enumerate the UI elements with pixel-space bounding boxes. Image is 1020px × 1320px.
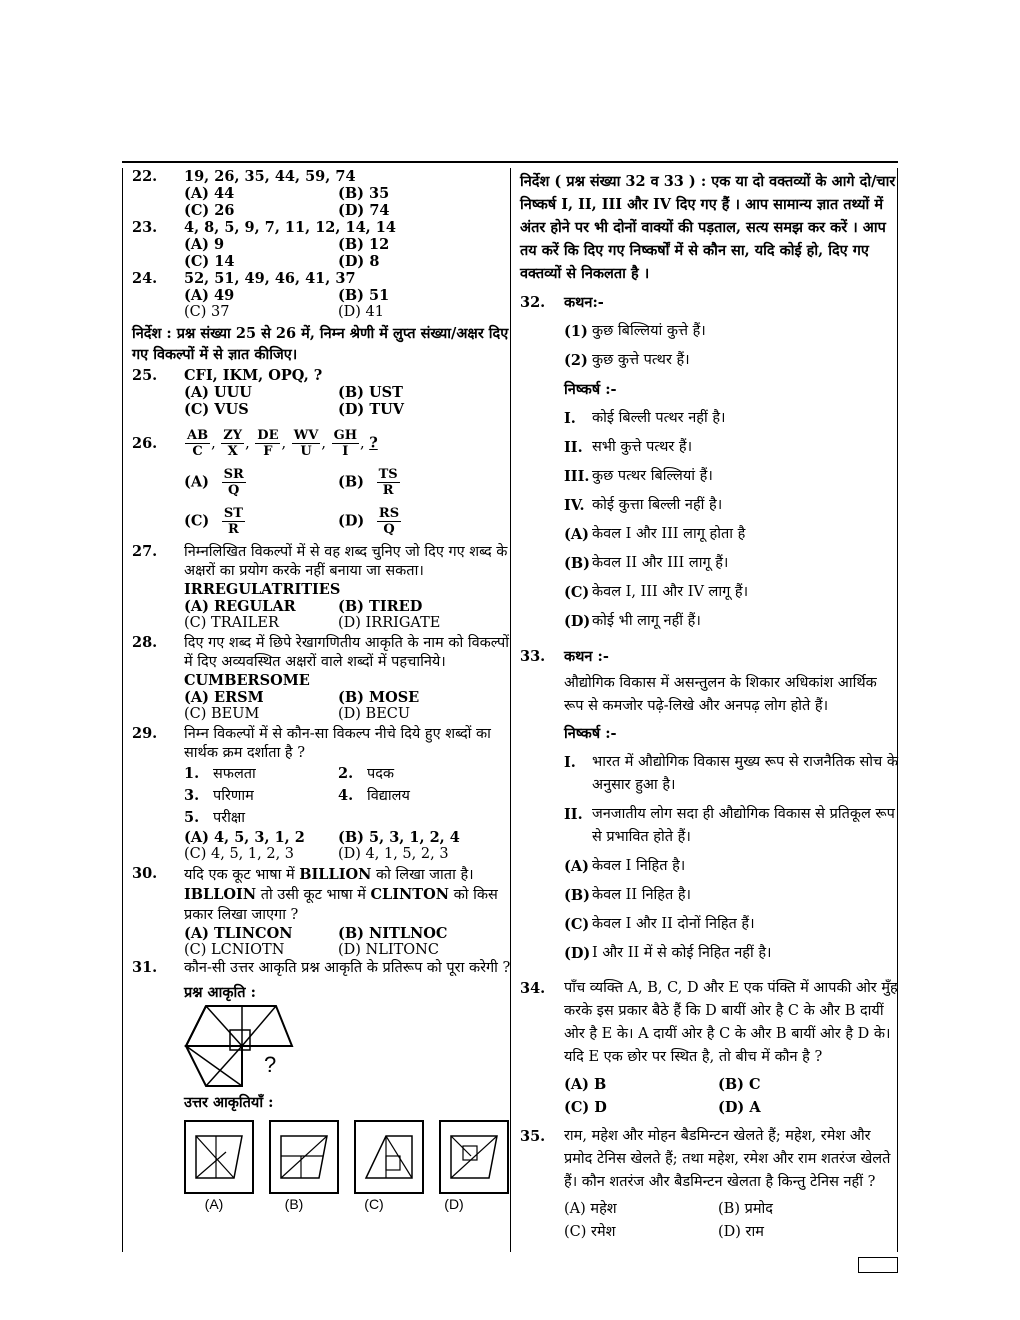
option-a[interactable]: (A) केवल I निहित है। xyxy=(564,858,686,875)
option-a[interactable]: (A) ERSM xyxy=(184,689,264,706)
option-b[interactable]: (B) C xyxy=(718,1076,761,1093)
option-c[interactable]: (C) केवल I और II दोनों निहित हैं। xyxy=(564,916,755,933)
option-d[interactable]: (D) A xyxy=(718,1099,761,1116)
frac-3: $\frac{DE}{F}$ xyxy=(257,428,279,459)
answer-figure-d[interactable] xyxy=(439,1120,509,1194)
option-b[interactable]: (B) $\frac{TS}{R}$ xyxy=(338,467,398,498)
question-24: 24. 52, 51, 49, 46, 41, 37 (A) 49 (B) 51 (C) 37 (D) 41 xyxy=(132,270,514,321)
option-b[interactable]: (B) UST xyxy=(338,384,403,401)
missing-figure-mark: ? xyxy=(264,1052,277,1077)
answer-figure-a[interactable] xyxy=(184,1120,254,1194)
option-c[interactable]: (C) 26 xyxy=(184,202,235,219)
option-d[interactable]: (D) BECU xyxy=(338,706,411,722)
given-word: IRREGULATRITIES xyxy=(184,581,341,598)
option-b[interactable]: (B) केवल II निहित है। xyxy=(564,887,692,904)
word-2: 2. पदक xyxy=(338,765,395,782)
option-d[interactable]: (D) कोई भी लागू नहीं हैं। xyxy=(564,613,701,630)
frac-2: $\frac{ZY}{X}$ xyxy=(223,428,243,459)
question-27: 27. निम्नलिखित विकल्पों में से वह शब्द चुनिए जो दिए गए शब्द के अक्षरों का प्रयोग करके नहीं बनाया जा सकता। IRREGULATRITIES (A) REGULAR (B) TIRED (C) TRAILER (D) IRRIGATE xyxy=(132,543,514,632)
option-b[interactable]: (B) 35 xyxy=(338,185,390,202)
option-b[interactable]: (B) 5, 3, 1, 2, 4 xyxy=(338,829,460,846)
option-c[interactable]: (C) D xyxy=(564,1099,607,1116)
question-35: 35. राम, महेश और मोहन बैडमिन्टन खेलते हैं; महेश, रमेश और प्रमोद टेनिस खेलते हैं; तथा महेश, रमेश और राम शतरंज खेलते हैं। कौन शतरंज और बैडमिन्टन खेलता है किन्तु टेनिस नहीं ? (A) महेश (B) प्रमोद (C) रमेश (D) राम xyxy=(520,1125,898,1244)
conclusion-4: IV. कोई कुत्ता बिल्ली नहीं है। xyxy=(564,497,723,514)
option-d[interactable]: (D) 4, 1, 5, 2, 3 xyxy=(338,846,449,862)
option-b[interactable]: (B) प्रमोद xyxy=(718,1201,773,1217)
question-figure-label: प्रश्न आकृति : xyxy=(184,984,256,1001)
question-34: 34. पाँच व्यक्ति A, B, C, D और E एक पंक्ति में आपकी ओर मुँह करके इस प्रकार बैठे हैं कि D बायीं ओर है C के और B दायीं ओर है E के। A दायीं ओर है C के और B बायीं ओर है D के। यदि E एक छोर पर स्थित है, तो बीच में कौन है ? (A) B (B) C (C) D (D) A xyxy=(520,977,898,1119)
question-28: 28. दिए गए शब्द में छिपे रेखागणितीय आकृति के नाम को विकल्पों में दिए अव्यवस्थित अक्षरों वाले शब्दों में पहचानिये। CUMBERSOME (A) ERSM (B) MOSE (C) BEUM (D) BECU xyxy=(132,634,514,723)
option-d[interactable]: (D) NLITONC xyxy=(338,942,439,958)
frac-5: $\frac{GH}{I}$ xyxy=(333,428,357,459)
option-d[interactable]: (D) 74 xyxy=(338,202,390,219)
conclusion-3: III. कुछ पत्थर बिल्लियां हैं। xyxy=(564,468,713,485)
option-d[interactable]: (D) IRRIGATE xyxy=(338,615,441,631)
conclusion-1: I. कोई बिल्ली पत्थर नहीं है। xyxy=(564,410,726,427)
word-5: 5. परीक्षा xyxy=(184,809,246,826)
top-rule xyxy=(122,161,898,163)
answer-figures-label: उत्तर आकृतियाँ : xyxy=(184,1094,274,1111)
option-c[interactable]: (C) BEUM xyxy=(184,706,260,722)
option-d[interactable]: (D) 41 xyxy=(338,304,384,320)
right-column xyxy=(520,170,898,1244)
option-a[interactable]: (A) 9 xyxy=(184,236,225,253)
option-b[interactable]: (B) 51 xyxy=(338,287,390,304)
option-c[interactable]: (C) रमेश xyxy=(564,1224,616,1240)
answer-figures xyxy=(184,1120,514,1194)
question-32: 32. कथन:- (1) कुछ बिल्लियां कुत्ते हैं। (2) कुछ कुत्ते पत्थर हैं। निष्कर्ष :- I. कोई बिल्ली पत्थर नहीं है। II. सभी कुत्ते पत्थर हैं। III. कुछ पत्थर बिल्लियां हैं। IV. कोई कुत्ता बिल्ली नहीं है। (A) केवल I और III लागू होता है (B) केवल II और III लागू हैं। (C) केवल I, III और IV लागू हैं। (D) कोई भी लागू नहीं हैं। xyxy=(520,291,898,639)
answer-figure-b[interactable] xyxy=(269,1120,339,1194)
fraction-series: $\frac{AB}{C}$ , $\frac{ZY}{X}$ , $\frac{DE}{F}$ , $\frac{WV}{U}$ , $\frac{GH}{I}$ , ? xyxy=(187,428,378,459)
missing-term: ? xyxy=(369,434,378,452)
option-c[interactable]: (C) TRAILER xyxy=(184,615,279,631)
word-4: 4. विद्यालय xyxy=(338,787,410,804)
option-b[interactable]: (B) 12 xyxy=(338,236,390,253)
word-3: 3. परिणाम xyxy=(184,787,254,804)
direction-25-26: निर्देश : प्रश्न संख्या 25 से 26 में, निम्न श्रेणी में लुप्त संख्या/अक्षर दिए गए विकल्पों में से ज्ञात कीजिए। xyxy=(132,325,509,363)
option-b[interactable]: (B) TIRED xyxy=(338,598,423,615)
question-23: 23. 4, 8, 5, 9, 7, 11, 12, 14, 14 (A) 9 (B) 12 (C) 14 (D) 8 xyxy=(132,219,514,270)
question-29: 29. निम्न विकल्पों में से कौन-सा विकल्प नीचे दिये हुए शब्दों का सार्थक क्रम दर्शाता है ? 1. सफलता 2. पदक 3. परिणाम 4. विद्यालय 5. परीक्षा (A) 4, 5, 3, 1, 2 (B) 5, 3, 1, 2, 4 (C) 4, 5, 1, 2, 3 (D) 4, 1, 5, 2, 3 xyxy=(132,725,491,862)
left-column xyxy=(122,168,514,1213)
answer-figure-labels: (A) (B) (C) (D) xyxy=(204,1196,464,1212)
option-d[interactable]: (D) TUV xyxy=(338,401,405,418)
option-d[interactable]: (D) I और II में से कोई निहित नहीं है। xyxy=(564,945,772,962)
option-c[interactable]: (C) 4, 5, 1, 2, 3 xyxy=(184,846,295,862)
option-c[interactable]: (C) केवल I, III और IV लागू हैं। xyxy=(564,584,749,601)
statement: औद्योगिक विकास में असन्तुलन के शिकार अधिकांश आर्थिक रूप से कमजोर पढ़े-लिखे और अनपढ़ लोग होते हैं। xyxy=(564,675,877,714)
option-a[interactable]: (A) UUU xyxy=(184,384,252,401)
option-a[interactable]: (A) $\frac{SR}{Q}$ xyxy=(184,467,244,498)
option-d[interactable]: (D) 8 xyxy=(338,253,380,270)
option-c[interactable]: (C) 14 xyxy=(184,253,235,270)
direction-32-33: निर्देश ( प्रश्न संख्या 32 व 33 ) : एक या दो वक्तव्यों के आगे दो/चार निष्कर्ष I, II, III और IV दिए गए हैं । आप सामान्य ज्ञात तथ्यों में अंतर होने पर भी दोनों वाक्यों की पड़ताल, सत्य समझ कर करें । आप तय करें कि दिए गए निष्कर्षों में से कौन सा, यदि कोई हो, दिए गए वक्तव्यों से निकलता है । xyxy=(520,173,896,282)
question-figure-drawing xyxy=(184,1002,294,1088)
option-b[interactable]: (B) MOSE xyxy=(338,689,420,706)
conclusion-1: I. भारत में औद्योगिक विकास मुख्य रूप से राजनैतिक सोच के अनुसार हुआ है। xyxy=(564,754,899,793)
question-33: 33. कथन :- औद्योगिक विकास में असन्तुलन के शिकार अधिकांश आर्थिक रूप से कमजोर पढ़े-लिखे और अनपढ़ लोग होते हैं। निष्कर्ष :- I. भारत में औद्योगिक विकास मुख्य रूप से राजनैतिक सोच के अनुसार हुआ है। II. जनजातीय लोग सदा ही औद्योगिक विकास से प्रतिकूल रूप से प्रभावित होते हैं। (A) केवल I निहित है। (B) केवल II निहित है। (C) केवल I और II दोनों निहित हैं। (D) I और II में से कोई निहित नहीं है। xyxy=(520,645,898,971)
question-25: 25. CFI, IKM, OPQ, ? (A) UUU (B) UST (C) VUS (D) TUV xyxy=(132,367,514,418)
option-a[interactable]: (A) 44 xyxy=(184,185,235,202)
conclusion-2: II. सभी कुत्ते पत्थर हैं। xyxy=(564,439,693,456)
option-a[interactable]: (A) 49 xyxy=(184,287,235,304)
option-a[interactable]: (A) 4, 5, 3, 1, 2 xyxy=(184,829,305,846)
frac-4: $\frac{WV}{U}$ xyxy=(293,428,319,459)
option-b[interactable]: (B) केवल II और III लागू हैं। xyxy=(564,555,729,572)
option-a[interactable]: (A) B xyxy=(564,1076,607,1093)
question-figure xyxy=(184,1002,514,1088)
statement-2: (2) कुछ कुत्ते पत्थर हैं। xyxy=(564,352,690,369)
frac-1: $\frac{AB}{C}$ xyxy=(187,428,209,459)
question-31: 31. कौन-सी उत्तर आकृति प्रश्न आकृति के प्रतिरूप को पूरा करेगी ? प्रश्न आकृति : ? उत्तर आकृतियाँ : (A) (B) (C) (D) xyxy=(132,959,514,1213)
question-22: 22. 19, 26, 35, 44, 59, 74 (A) 44 (B) 35 (C) 26 (D) 74 xyxy=(132,168,514,219)
option-b[interactable]: (B) NITLNOC xyxy=(338,925,448,942)
option-a[interactable]: (A) महेश xyxy=(564,1201,617,1217)
given-word: CUMBERSOME xyxy=(184,672,310,689)
question-30: 30. यदि एक कूट भाषा में BILLION को लिखा जाता है। IBLLOIN तो उसी कूट भाषा में CLINTON को किस प्रकार लिखा जाएगा ? (A) TLINCON (B) NITLNOC (C) LCNIOTN (D) NLITONC xyxy=(132,865,498,958)
question-26: 26. $\frac{AB}{C}$ , $\frac{ZY}{X}$ , $\frac{DE}{F}$ , $\frac{WV}{U}$ , $\frac{GH}{I}$ , ? (A) $\frac{SR}{Q}$ (B) $\frac{TS}{R}$ (C) $\frac{ST}{R}$ (D) $\frac{RS}{Q}$ xyxy=(132,428,514,537)
option-c[interactable]: (C) LCNIOTN xyxy=(184,942,285,958)
option-d[interactable]: (D) $\frac{RS}{Q}$ xyxy=(338,506,400,537)
conclusion-2: II. जनजातीय लोग सदा ही औद्योगिक विकास से प्रतिकूल रूप से प्रभावित होते हैं। xyxy=(564,806,895,845)
word-1: 1. सफलता xyxy=(184,765,256,782)
page-number-box xyxy=(858,1257,898,1273)
option-c[interactable]: (C) VUS xyxy=(184,401,249,418)
option-a[interactable]: (A) TLINCON xyxy=(184,925,293,942)
option-a[interactable]: (A) REGULAR xyxy=(184,598,296,615)
option-c[interactable]: (C) 37 xyxy=(184,304,230,320)
option-a[interactable]: (A) केवल I और III लागू होता है xyxy=(564,526,746,543)
answer-figure-c[interactable] xyxy=(354,1120,424,1194)
statement-1: (1) कुछ बिल्लियां कुत्ते हैं। xyxy=(564,323,706,340)
option-c[interactable]: (C) $\frac{ST}{R}$ xyxy=(184,506,243,537)
option-d[interactable]: (D) राम xyxy=(718,1224,764,1240)
